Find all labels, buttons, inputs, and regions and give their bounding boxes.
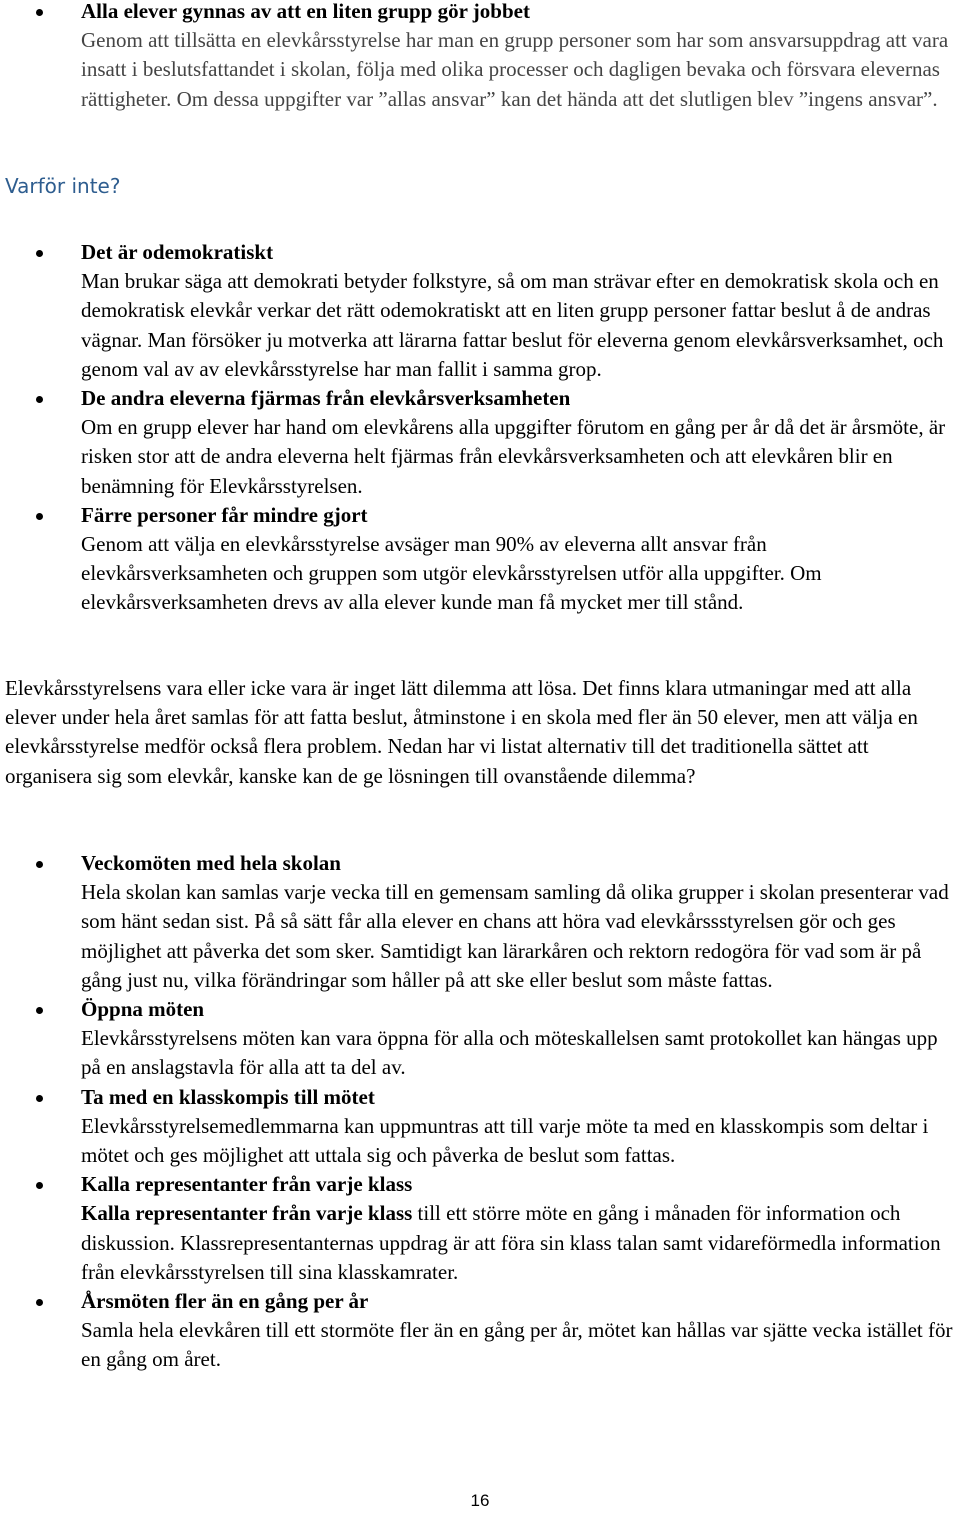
page-number: 16 — [470, 1491, 490, 1510]
list-item — [0, 501, 960, 618]
list-item — [0, 238, 960, 384]
section-heading: Varför inte? — [5, 174, 121, 198]
bullet-icon — [36, 861, 43, 868]
item-body: Genom att tillsätta en elevkårsstyrelse har man en grupp personer som har som ansvarsuppdrag att vara insatt i beslutsfattandet i skolan, följa med olika processer och dagligen bevaka och försvara elevernas rättigheter. Om dessa uppgifter var ”allas ansvar” kan det hända att det slutligen blev ”ingens ansvar”. — [81, 28, 949, 111]
item-title: Öppna möten — [81, 997, 205, 1022]
bullet-icon — [36, 1182, 43, 1189]
item-body: Man brukar säga att demokrati betyder folkstyre, så om man strävar efter en demokratisk skola och en demokratisk elevkår verkar det rätt odemokratiskt att en liten grupp personer fattar beslut å de andras vägnar. Man försöker ju motverka att lärarna fattar beslut för eleverna genom elevkårsverksamhet, och genom val av av elevkårsstyrelse har man fallit i samma grop. — [81, 269, 944, 381]
item-title: Det är odemokratiskt — [81, 240, 274, 264]
bullet-icon — [36, 396, 43, 403]
list-item — [0, 995, 960, 1083]
item-title: De andra eleverna fjärmas från elevkårsverksamheten — [81, 386, 571, 411]
item-body-rest: till ett större möte en gång i månaden för information och diskussion. Klassrepresentanternas uppdrag är att föra sin klass talan samt vidareförmedla information från elevkårsstyrelsen till sina klasskamrater. — [81, 1201, 941, 1284]
item-body: Hela skolan kan samlas varje vecka till en gemensam samling då olika grupper i skolan presenterar vad som hänt sedan sist. På så sätt får alla elever en chans att höra vad elevkårssstyrelsen gör och ges möjlighet att påverka det som sker. Samtidigt kan lärarkåren och rektorn redogöra för vad som är på gång just nu, vilka förändringar som håller på att ske eller beslut som måste fattas. — [81, 880, 949, 992]
list-item — [0, 0, 960, 114]
item-body — [81, 1199, 956, 1287]
list-item — [0, 384, 960, 501]
advantages-list — [0, 0, 960, 114]
bullet-icon — [36, 1007, 43, 1014]
item-body-bold-lead: Kalla representanter från varje klass — [81, 1201, 413, 1226]
item-title: Kalla representanter från varje klass — [81, 1172, 413, 1197]
body-paragraph: Elevkårsstyrelsens vara eller icke vara är inget lätt dilemma att lösa. Det finns klara utmaningar med att alla elever under hela året samlas för att fatta beslut, åtminstone i en skola med fler än 50 elever, men att välja en elevkårsstyrelse medför också flera problem. Nedan har vi listat alternativ till det traditionella sättet att organisera sig som elevkår, kanske kan de ge lösningen till ovanstående dilemma? — [5, 676, 918, 788]
item-body: Samla hela elevkåren till ett stormöte fler än en gång per år, mötet kan hållas var sjätte vecka istället för en gång om året. — [81, 1318, 953, 1372]
item-body: Om en grupp elever har hand om elevkårens alla upggifter förutom en gång per år då det är årsmöte, är risken stor att de andra eleverna helt fjärmas från elevkårsverksamheten och att elevkåren blir en benämning för Elevkårsstyrelsen. — [81, 415, 946, 498]
bullet-icon — [36, 1095, 43, 1102]
list-item — [0, 1287, 960, 1375]
list-item — [0, 1170, 960, 1287]
bullet-icon — [36, 250, 43, 257]
item-title: Ta med en klasskompis till mötet — [81, 1084, 375, 1109]
list-item — [0, 849, 960, 995]
item-title: Alla elever gynnas av att en liten grupp gör jobbet — [81, 0, 530, 23]
item-body: Elevkårsstyrelsemedlemmarna kan uppmuntras att till varje möte ta med en klasskompis som deltar i mötet och ges möjlighet att uttala sig och påverka de beslut som fattas. — [81, 1113, 929, 1168]
bullet-icon — [36, 513, 43, 520]
item-title: Årsmöten fler än en gång per år — [81, 1289, 369, 1314]
item-body: Elevkårsstyrelsens möten kan vara öppna för alla och möteskallelsen samt protokollet kan hängas upp på en anslagstavla för alla att ta del av. — [81, 1026, 938, 1080]
disadvantages-list — [0, 238, 960, 618]
bullet-icon — [36, 1299, 43, 1306]
bullet-icon — [36, 9, 43, 16]
item-title: Veckomöten med hela skolan — [81, 851, 341, 875]
alternatives-list — [0, 849, 960, 1375]
item-body: Genom att välja en elevkårsstyrelse avsäger man 90% av eleverna allt ansvar från elevkårsverksamheten och gruppen som utgör elevkårsstyrelsen utför alla uppgifter. Om elevkårsverksamheten drevs av alla elever kunde man få mycket mer till stånd. — [81, 532, 822, 615]
item-title: Färre personer får mindre gjort — [81, 502, 368, 527]
list-item — [0, 1083, 960, 1171]
